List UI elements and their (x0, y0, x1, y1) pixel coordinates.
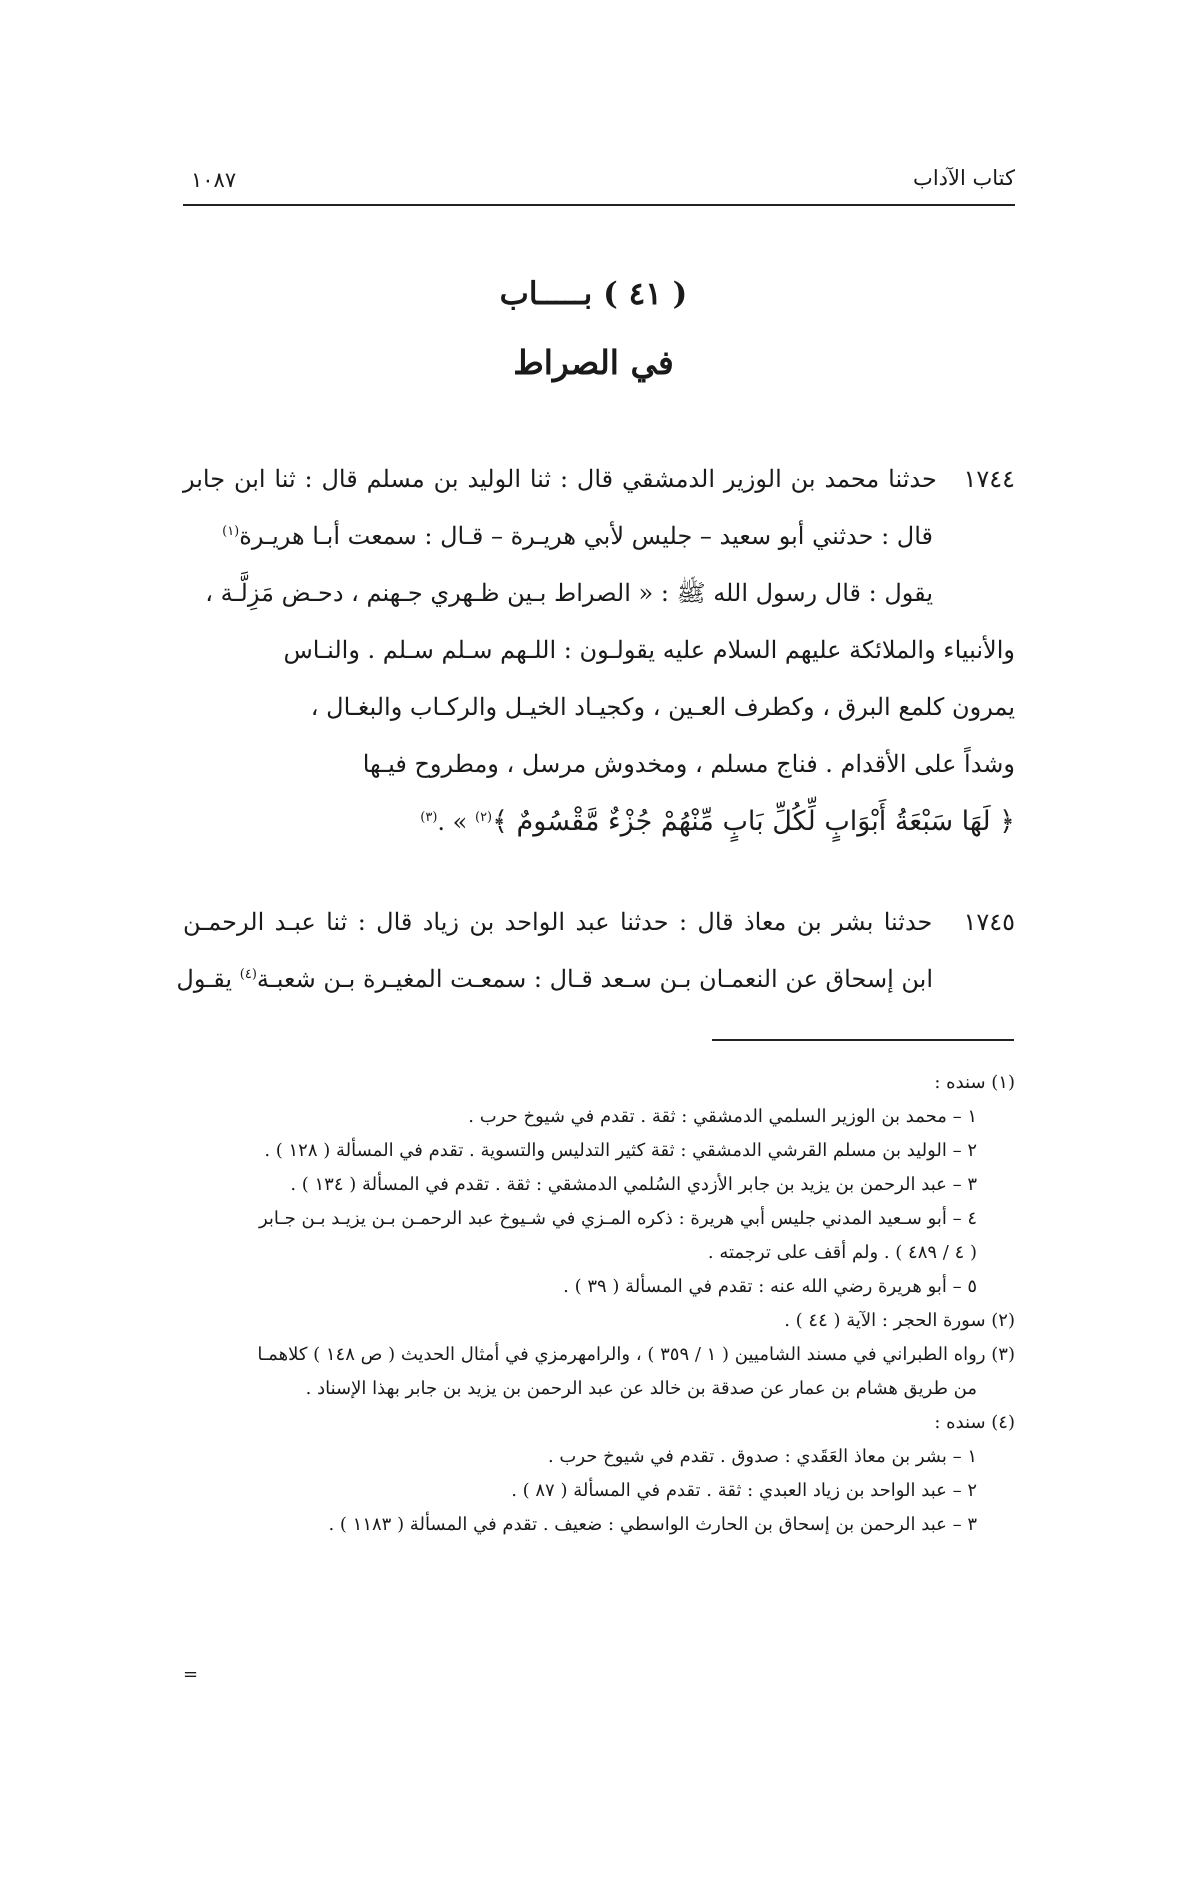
footnote-separator (712, 1039, 1014, 1041)
footnote-line: (١) سنده : (934, 1072, 1015, 1093)
hadith-text: يمرون كلمع البرق ، وكطرف العـين ، وكجيـاد الخيـل والركـاب والبغـال ، (310, 693, 1015, 721)
hadith-text: يقول : قال رسول الله ﷺ : « الصراط بـين ظـهري جـهنم ، دحـض مَزِلَّـة ، (205, 579, 933, 607)
hadith-text: » . (437, 808, 468, 836)
hadith-line (183, 793, 1015, 850)
hadith-number: ١٧٤٥ (963, 908, 1015, 936)
footnote-line: ٤ – أبو سـعيد المدني جليس أبي هريرة : ذكره المـزي في شـيوخ عبد الرحمـن بـن يزيـد بـن جـابر (258, 1208, 977, 1229)
footnote-line: ٥ – أبو هريرة رضي الله عنه : تقدم في المسألة ( ٣٩ ) . (563, 1276, 977, 1297)
footnote-ref: (١) (222, 524, 240, 539)
hadith-line (183, 622, 1015, 679)
footnote-line: ٣ – عبد الرحمن بن يزيد بن جابر الأزدي السُلمي الدمشقي : ثقة . تقدم في المسألة ( ١٣٤ ) . (290, 1174, 977, 1195)
hadith-number: ١٧٤٤ (963, 465, 1016, 493)
footnote-line: ٢ – الوليد بن مسلم القرشي الدمشقي : ثقة كثير التدليس والتسوية . تقدم في المسألة ( ١٢٨ ) . (264, 1140, 977, 1161)
running-header (183, 164, 1015, 206)
hadith-text: وشداً على الأقدام . فناج مسلم ، ومخدوش مرسل ، ومطروح فيـها (362, 750, 1015, 778)
hadith-line (183, 508, 933, 565)
hadith-line (183, 565, 933, 622)
hadith-line (183, 736, 1015, 793)
book-title: كتاب الآداب (913, 166, 1015, 190)
footnote-line: (٣) رواه الطبراني في مسند الشاميين ( ١ / ٣٥٩ ) ، والرامهرمزي في أمثال الحديث ( ص ١٤٨ ) كلاهمـا (257, 1344, 1015, 1365)
footnotes (183, 1066, 1015, 1542)
footnote-line: (٢) سورة الحجر : الآية ( ٤٤ ) . (784, 1310, 1015, 1331)
hadith-line (183, 679, 1015, 736)
quran-verse: ﴿ لَهَا سَبْعَةُ أَبْوَابٍ لِّكُلِّ بَابٍ مِّنْهُمْ جُزْءٌ مَّقْسُومٌ ﴾ (492, 806, 1015, 837)
hadith-1745 (176, 894, 1015, 1008)
footnote-line: ٣ – عبد الرحمن بن إسحاق بن الحارث الواسطي : ضعيف . تقدم في المسألة ( ١١٨٣ ) . (328, 1514, 977, 1535)
hadith-text: يقـول (176, 965, 233, 993)
footnote-line: (٤) سنده : (934, 1412, 1015, 1433)
chapter-title: في الصراط (513, 343, 674, 382)
end-mark: = (183, 1664, 199, 1685)
footnote-ref: (٤) (239, 967, 257, 982)
footnote-ref: (٣) (420, 810, 438, 825)
footnote-line: ( ٤ / ٤٨٩ ) . ولم أقف على ترجمته . (707, 1242, 977, 1263)
hadith-line (183, 894, 1015, 951)
footnote-line: ٢ – عبد الواحد بن زياد العبدي : ثقة . تقدم في المسألة ( ٨٧ ) . (511, 1480, 977, 1501)
hadith-text: حدثنا محمد بن الوزير الدمشقي قال : ثنا الوليد بن مسلم قال : ثنا ابن جابر (183, 465, 937, 493)
footnote-line: ١ – محمد بن الوزير السلمي الدمشقي : ثقة . تقدم في شيوخ حرب . (468, 1106, 977, 1127)
hadith-text: ابن إسحاق عن النعمـان بـن سـعد قـال : سمعـت المغيـرة بـن شعبـة (256, 965, 933, 993)
hadith-line (183, 451, 1015, 508)
hadith-line (176, 951, 933, 1008)
hadith-1744 (183, 451, 1015, 850)
hadith-text: والأنبياء والملائكة عليهم السلام عليه يقولـون : اللـهم سـلم سـلم . والنـاس (283, 636, 1015, 664)
footnote-ref: (٢) (474, 810, 493, 825)
footnote-line: من طريق هشام بن عمار عن صدقة بن خالد عن عبد الرحمن بن يزيد بن جابر بهذا الإسناد . (305, 1378, 977, 1399)
chapter-number: ( ٤١ ) بـــــاب (499, 276, 688, 312)
page-number: ١٠٨٧ (191, 168, 237, 192)
hadith-text: قال : حدثني أبو سعيد – جليس لأبي هريـرة – قـال : سمعت أبـا هريـرة (239, 522, 933, 550)
footnote-line: ١ – بشر بن معاذ العَقَدي : صدوق . تقدم في شيوخ حرب . (547, 1446, 977, 1467)
hadith-text: حدثنا بشر بن معاذ قال : حدثنا عبد الواحد بن زياد قال : ثنا عبـد الرحمـن (183, 908, 933, 936)
